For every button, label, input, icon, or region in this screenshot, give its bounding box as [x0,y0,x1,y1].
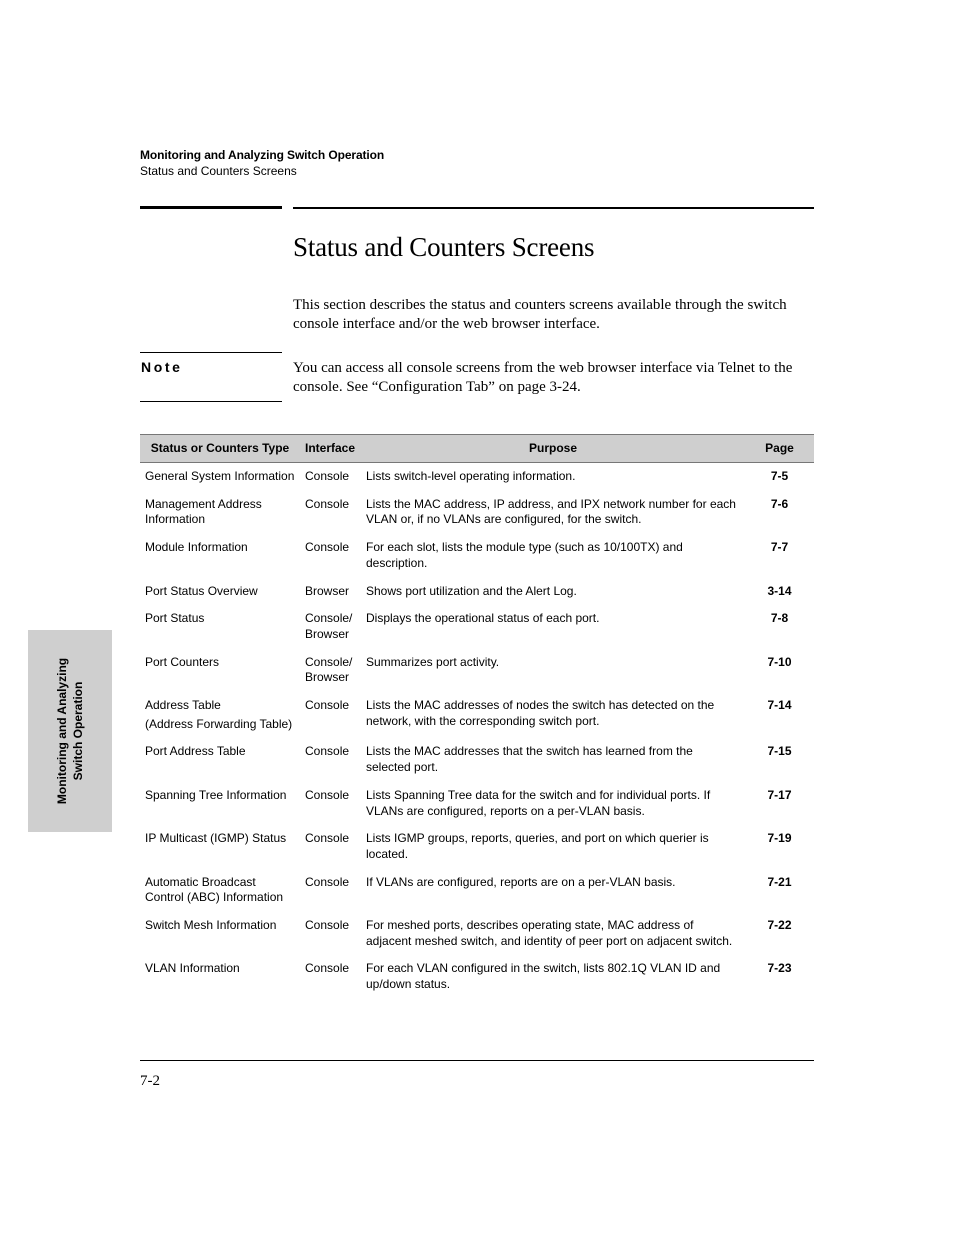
cell-purpose: Lists the MAC addresses of nodes the switch has detected on the network, with the corresponding switch port. [366,698,715,728]
cell-interface: Console/ Browser [305,611,353,641]
cell-type [140,693,300,739]
cell-page: 7-6 [770,496,789,511]
chapter-thumb-tab-line2: Switch Operation [71,681,85,781]
header-rule-main [293,207,814,209]
page-title: Status and Counters Screens [293,232,595,262]
note-text: You can access all console screens from the web browser interface via Telnet to the console. See “Configuration Tab” on page 3-24. [293,360,793,395]
cell-page: 7-7 [770,540,789,555]
cell-interface: Console [305,496,350,511]
cell-type: Automatic Broadcast Control (ABC) Information [145,874,284,905]
table-row [140,739,814,782]
page-number: 7-2 [140,1073,160,1089]
table-row [140,492,814,535]
cell-interface: Console [305,787,350,802]
table-row [140,535,814,578]
chapter-thumb-tab-label [54,636,86,826]
cell-page: 7-22 [767,918,792,933]
cell-purpose: Lists switch-level operating information. [366,469,576,483]
column-header-type: Status or Counters Type [140,435,300,463]
cell-interface: Console [305,874,350,889]
cell-interface: Console [305,698,350,713]
cell-type: General System Information [145,469,295,483]
intro-paragraph: This section describes the status and counters screens available through the switch console interface and/or the web browser interface. [293,297,787,332]
column-header-page: Page [745,435,814,463]
cell-page: 7-15 [767,744,792,759]
cell-type: Port Status Overview [145,583,258,598]
column-header-interface: Interface [300,435,361,463]
table-row [140,693,814,739]
cell-type: Port Status [145,611,205,626]
table-row [140,579,814,607]
cell-type: Spanning Tree Information [145,787,287,802]
cell-purpose: Lists Spanning Tree data for the switch and for individual ports. If VLANs are configured, reports on a per-VLAN basis. [366,787,711,818]
note-label: Note [141,359,183,375]
cell-purpose: For meshed ports, describes operating state, MAC address of adjacent meshed switch, and identity of peer port on adjacent switch. [366,918,733,948]
cell-purpose: For each VLAN configured in the switch, lists 802.1Q VLAN ID and up/down status. [366,961,721,992]
running-head-section: Status and Counters Screens [140,164,297,178]
cell-interface: Console [305,831,350,846]
note-rule-top [140,352,282,353]
cell-page: 7-17 [767,787,792,802]
cell-page: 7-8 [770,611,789,626]
cell-type: Port Address Table [145,744,246,759]
cell-interface: Console [305,961,350,976]
table-row [140,956,814,999]
cell-page: 7-19 [767,831,792,846]
note-rule-bottom [140,401,282,402]
header-rule-left [140,206,282,209]
cell-purpose: Summarizes port activity. [366,654,500,669]
cell-type: VLAN Information [145,961,240,976]
table-row [140,463,814,492]
cell-interface: Console [305,469,350,483]
cell-page: 7-5 [770,469,789,483]
cell-purpose: Lists the MAC address, IP address, and IPX network number for each VLAN or, if no VLANs are configured, for the switch. [366,496,736,527]
cell-interface: Console [305,744,350,759]
table-row [140,826,814,869]
table-row [140,913,814,956]
cell-type: Port Counters [145,654,220,669]
running-head [140,147,384,179]
chapter-thumb-tab-line1: Monitoring and Analyzing [55,657,69,805]
cell-page: 7-10 [767,654,792,669]
cell-type-sub: (Address Forwarding Table) [145,716,293,731]
table-row [140,783,814,826]
cell-type: Module Information [145,540,248,555]
cell-type: Management Address Information [145,496,262,527]
table-row [140,870,814,913]
footer-rule [140,1060,814,1061]
cell-type: IP Multicast (IGMP) Status [145,831,287,846]
cell-purpose: If VLANs are configured, reports are on a per-VLAN basis. [366,874,676,889]
table-row [140,606,814,649]
cell-type-main: Address Table [145,698,221,713]
running-head-chapter: Monitoring and Analyzing Switch Operation [140,148,385,162]
column-header-purpose: Purpose [361,435,745,463]
cell-type: Switch Mesh Information [145,918,277,933]
cell-interface: Console [305,918,350,933]
cell-page: 3-14 [767,583,792,598]
table-header-row [140,435,814,463]
cell-interface: Console/ Browser [305,654,353,685]
cell-purpose: Shows port utilization and the Alert Log. [366,583,577,598]
cell-page: 7-14 [767,698,792,713]
status-counters-table [140,434,814,1000]
cell-purpose: Lists the MAC addresses that the switch has learned from the selected port. [366,744,693,775]
cell-interface: Browser [305,583,350,598]
cell-purpose: Displays the operational status of each port. [366,611,600,626]
cell-interface: Console [305,540,350,555]
cell-purpose: Lists IGMP groups, reports, queries, and port on which querier is located. [366,831,709,861]
cell-purpose: For each slot, lists the module type (such as 10/100TX) and description. [366,540,683,570]
cell-page: 7-23 [767,961,792,976]
cell-page: 7-21 [767,874,792,889]
chapter-thumb-tab [28,630,112,832]
table-row [140,650,814,693]
